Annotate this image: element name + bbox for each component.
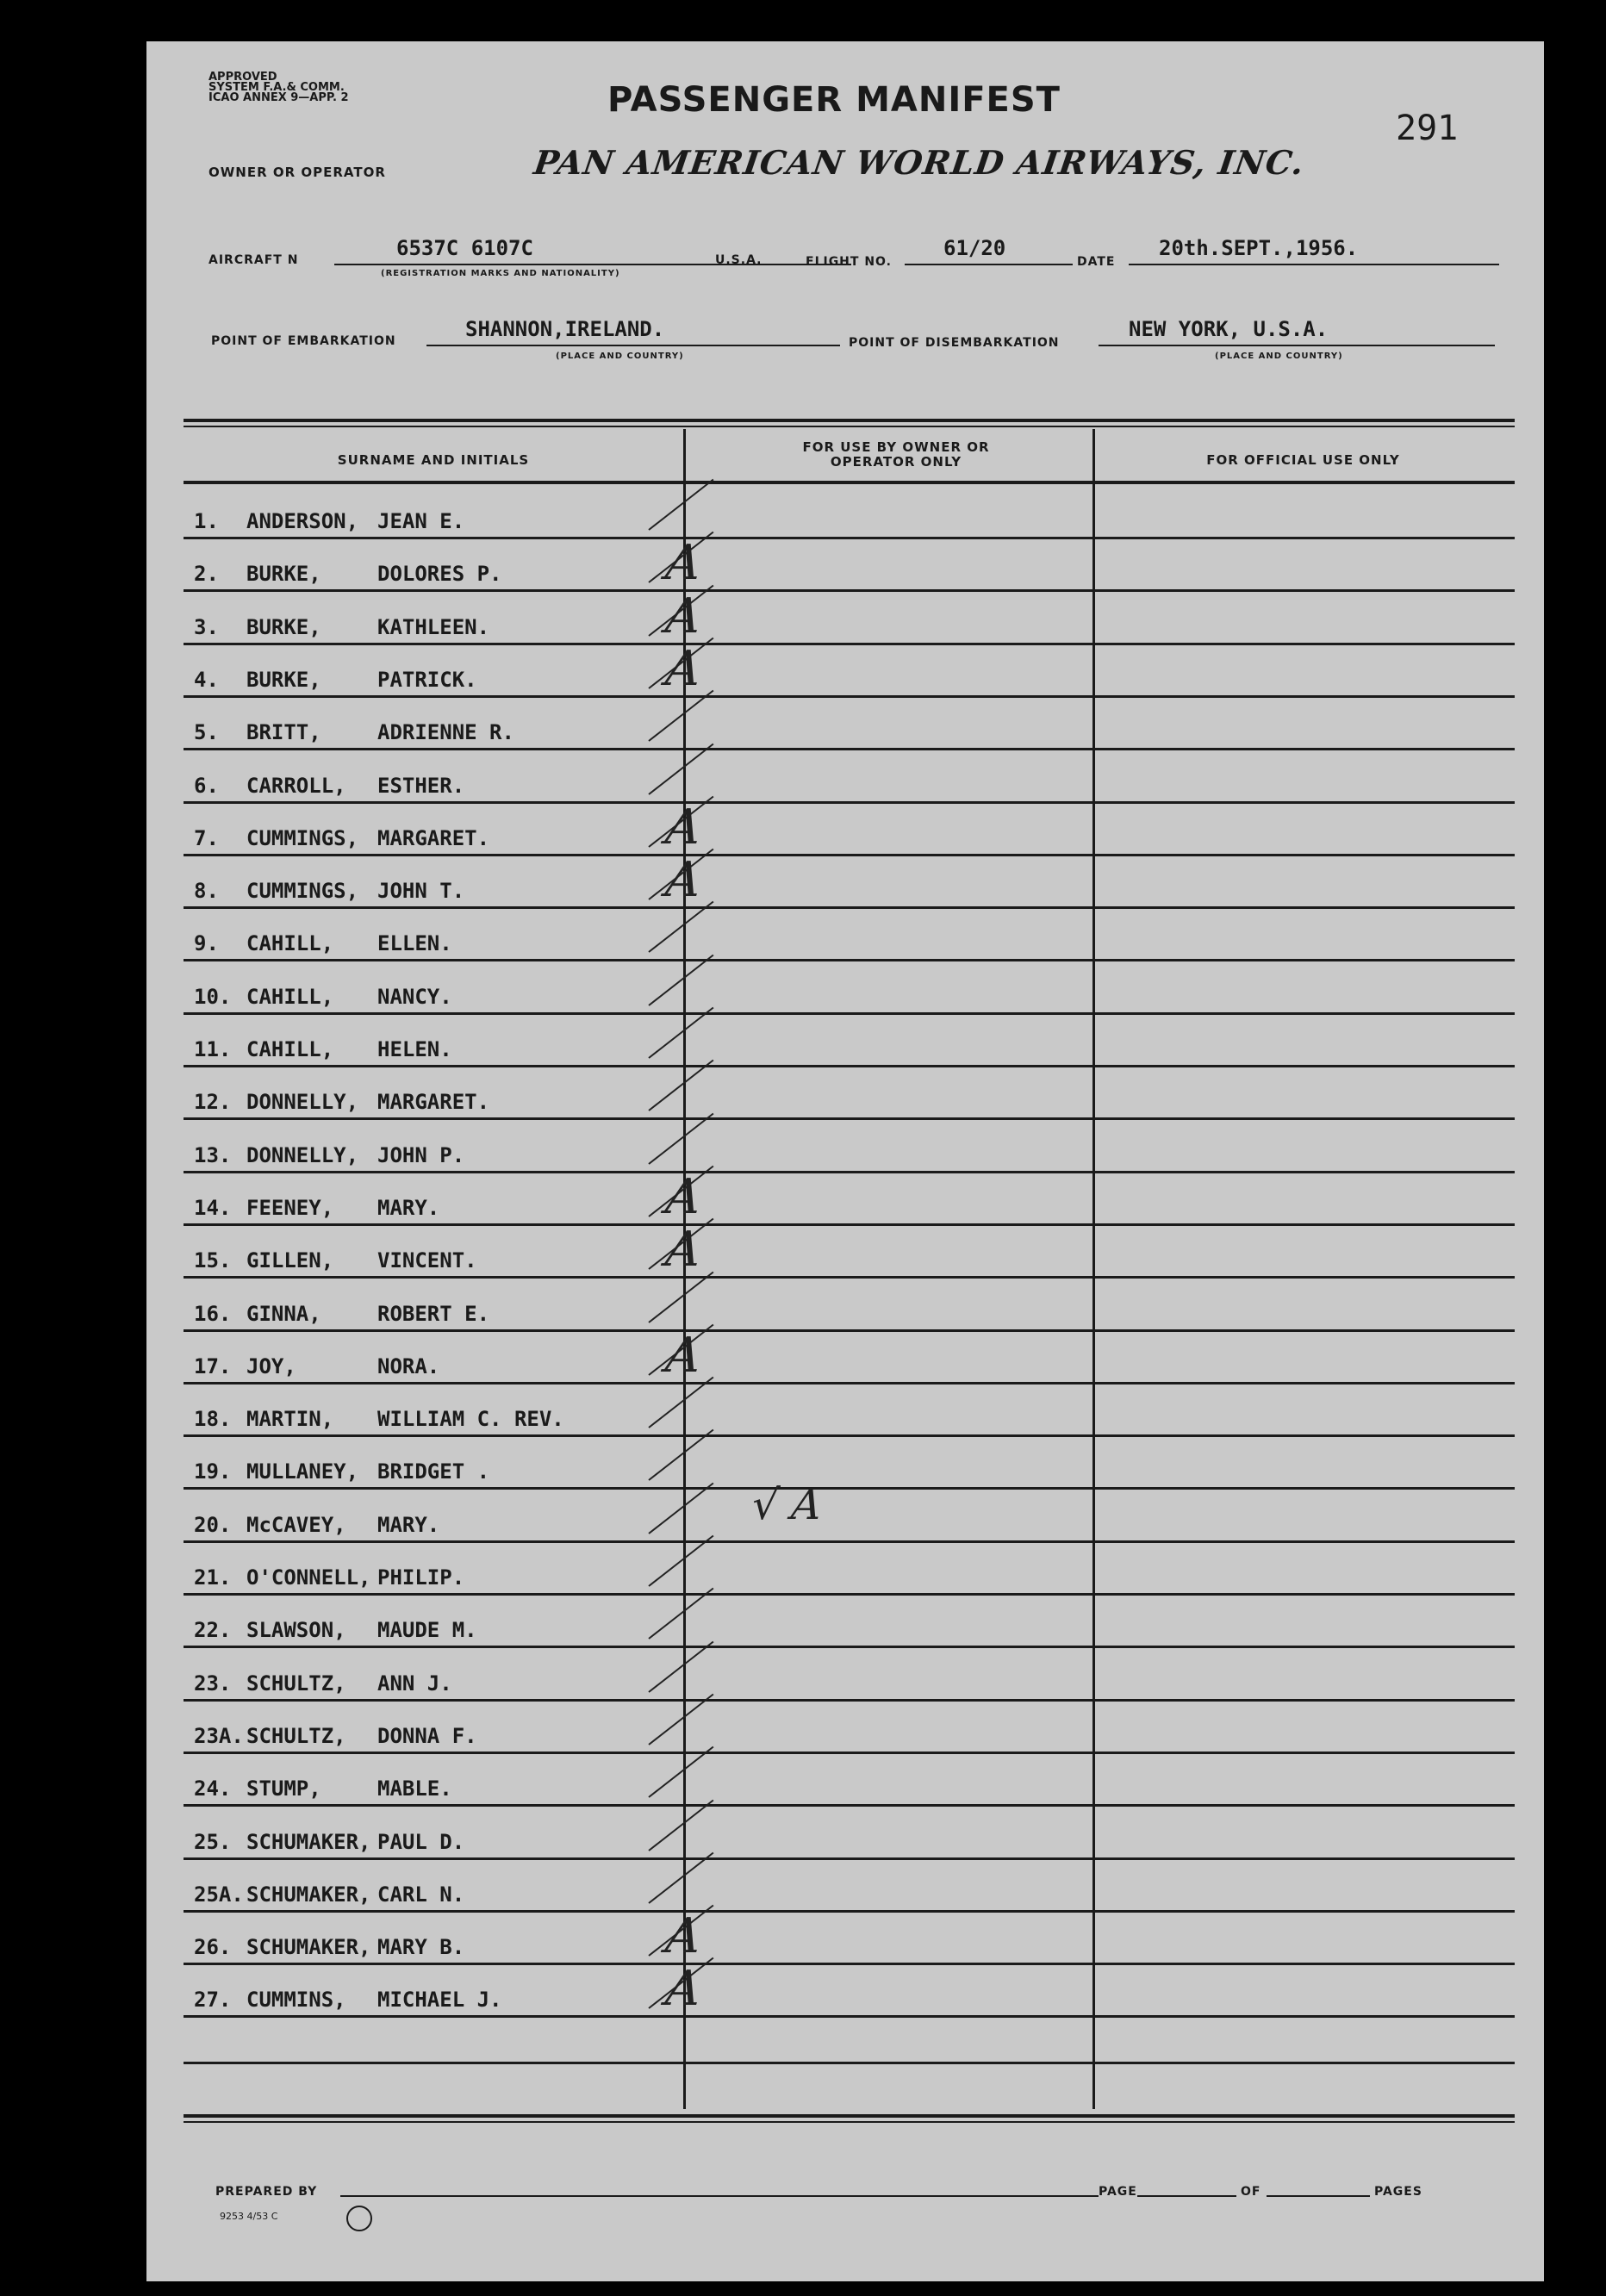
embarkation-underline [426,345,840,346]
passenger-number: 6. [194,773,219,798]
passenger-number: 23. [194,1671,232,1696]
country-label: U.S.A. [715,253,763,267]
passenger-given-name: CARL N. [377,1882,465,1907]
passenger-row [184,1593,1515,1648]
passenger-number: 14. [194,1195,232,1220]
passenger-number: 23A. [194,1723,244,1748]
passenger-surname: BURKE, [246,562,321,587]
passenger-given-name: MABLE. [377,1776,452,1801]
registration-note: (REGISTRATION MARKS AND NATIONALITY) [381,269,620,278]
passenger-surname: SCHUMAKER, [246,1829,371,1854]
aircraft-value: 6537C 6107C [396,236,533,260]
check-tick-mark [648,1482,713,1534]
check-tick-mark [648,1588,713,1640]
disembarkation-value: NEW YORK, U.S.A. [1129,317,1329,341]
passenger-surname: JOY, [246,1353,296,1378]
passenger-given-name: MARGARET. [377,1090,490,1115]
approval-line: APPROVED [209,71,277,84]
passenger-number: 8. [194,879,219,904]
check-tick-mark [648,1112,713,1164]
passenger-surname: CAHILL, [246,1037,334,1061]
passenger-surname: SCHUMAKER, [246,1882,371,1907]
embarkation-value: SHANNON,IRELAND. [465,317,665,341]
passenger-number: 2. [194,562,219,587]
passenger-row [184,1646,1515,1702]
passenger-surname: SCHULTZ, [246,1723,346,1748]
approval-note [209,72,398,103]
date-value: 20th.SEPT.,1956. [1159,236,1359,260]
passenger-given-name: DOLORES P. [377,562,502,587]
passenger-surname: CARROLL, [246,773,346,798]
passenger-row [184,537,1515,592]
passenger-given-name: JEAN E. [377,509,465,533]
check-tick-mark [648,1694,713,1745]
passenger-surname: DONNELLY, [246,1142,359,1167]
passenger-given-name: KATHLEEN. [377,614,490,639]
passenger-number: 25A. [194,1882,244,1907]
table-bottom-rule [184,2114,1515,2118]
check-tick-mark [648,1852,713,1904]
passenger-surname: CUMMINGS, [246,879,359,904]
passenger-surname: FEENEY, [246,1195,334,1220]
passenger-number: 18. [194,1407,232,1432]
passenger-number: 1. [194,509,219,533]
passenger-number: 16. [194,1301,232,1326]
passenger-number: 4. [194,667,219,692]
passenger-number: 21. [194,1565,232,1590]
passenger-given-name: MARY. [377,1512,440,1537]
passenger-row [184,1480,1515,1543]
of-underline [1267,2195,1370,2197]
embarkation-label: POINT OF EMBARKATION [211,334,396,348]
passenger-surname: McCAVEY, [246,1512,346,1537]
passenger-given-name: MARY. [377,1195,440,1220]
passenger-number: 11. [194,1037,232,1061]
passenger-row [184,1752,1515,1807]
handwritten-mark: A [663,1908,704,1965]
passenger-row [184,1699,1515,1754]
passenger-surname: STUMP, [246,1776,321,1801]
passenger-given-name: PATRICK. [377,667,477,692]
check-tick-mark [648,901,713,953]
owner-label: OWNER OR OPERATOR [209,165,386,180]
passenger-number: 19. [194,1459,232,1484]
check-tick-mark [648,1746,713,1798]
passenger-surname: MARTIN, [246,1407,334,1432]
passenger-surname: ANDERSON, [246,509,359,533]
approval-line: SYSTEM F.A.& COMM. [209,81,345,94]
passenger-row [184,854,1515,909]
passenger-surname: CAHILL, [246,931,334,956]
passenger-row [184,695,1515,750]
owner-check-mark: √ A [750,1480,825,1529]
date-label: DATE [1077,255,1116,269]
passenger-row [184,1277,1515,1332]
handwritten-mark: A [663,1222,704,1279]
passenger-given-name: MARGARET. [377,825,490,850]
handwritten-mark: A [663,1327,704,1384]
passenger-row [184,801,1515,856]
check-tick-mark [648,1535,713,1587]
passenger-number: 22. [194,1618,232,1643]
passenger-row [184,1223,1515,1279]
passenger-number: 3. [194,614,219,639]
column-header-surname: SURNAME AND INITIALS [337,452,530,468]
passenger-given-name: WILLIAM C. REV. [377,1407,564,1432]
flight-underline [905,264,1073,265]
check-tick-mark [648,954,713,1005]
check-tick-mark [648,1429,713,1481]
check-tick-mark [648,1271,713,1322]
passenger-row [184,1963,1515,2018]
date-underline [1129,264,1499,265]
prepared-by-underline [340,2195,1099,2197]
handwritten-mark: A [663,1961,704,2018]
flight-label: FLIGHT NO. [806,255,892,269]
passenger-number: 10. [194,984,232,1009]
passenger-number: 5. [194,720,219,745]
handwritten-mark: A [663,799,704,856]
form-code: 9253 4/53 C [220,2211,278,2222]
table-bottom-rule-inner [184,2121,1515,2123]
passenger-number: 15. [194,1248,232,1273]
check-tick-mark [648,690,713,742]
column-header-official-use: FOR OFFICIAL USE ONLY [1206,452,1400,468]
of-label: OF [1241,2185,1261,2199]
passenger-given-name: JOHN T. [377,879,465,904]
passenger-row [184,1857,1515,1913]
passenger-surname: DONNELLY, [246,1090,359,1115]
passenger-row [184,1382,1515,1437]
passenger-given-name: DONNA F. [377,1723,477,1748]
passenger-number: 20. [194,1512,232,1537]
passenger-surname: BURKE, [246,667,321,692]
passenger-row [184,1434,1515,1490]
check-tick-mark [648,743,713,794]
disembarkation-note: (PLACE AND COUNTRY) [1215,352,1343,361]
passenger-surname: MULLANEY, [246,1459,359,1484]
flight-value: 61/20 [943,236,1006,260]
prepared-by-label: PREPARED BY [215,2185,318,2199]
passenger-given-name: MARY B. [377,1935,465,1960]
passenger-surname: SLAWSON, [246,1618,346,1643]
handwritten-mark: A [663,852,704,909]
check-tick-mark [648,1377,713,1428]
passenger-given-name: ANN J. [377,1671,452,1696]
passenger-row [184,640,1515,698]
passenger-row [184,1805,1515,1860]
passenger-given-name: PAUL D. [377,1829,465,1854]
passenger-number: 17. [194,1353,232,1378]
passenger-given-name: PHILIP. [377,1565,465,1590]
handwritten-mark: A [663,1168,704,1225]
page-label: PAGE [1099,2185,1137,2199]
passenger-surname: O'CONNELL, [246,1565,371,1590]
passenger-number: 13. [194,1142,232,1167]
passenger-row [184,1012,1515,1067]
passenger-given-name: ELLEN. [377,931,452,956]
disembarkation-underline [1099,345,1495,346]
check-tick-mark [648,1060,713,1111]
check-tick-mark [648,1007,713,1059]
passenger-given-name: MICHAEL J. [377,1988,502,2013]
passenger-number: 24. [194,1776,232,1801]
page-underline [1137,2195,1236,2197]
passenger-row [184,1065,1515,1120]
passenger-row [184,1329,1515,1384]
approval-line: ICAO ANNEX 9—APP. 2 [209,91,349,104]
passenger-row [184,1118,1515,1173]
aircraft-underline [334,264,851,265]
passenger-number: 26. [194,1935,232,1960]
operator-name: PAN AMERICAN WORLD AIRWAYS, INC. [531,143,1308,182]
passenger-row [184,484,1515,539]
passenger-number: 9. [194,931,219,956]
passenger-row [184,960,1515,1015]
passenger-given-name: NORA. [377,1353,440,1378]
disembarkation-label: POINT OF DISEMBARKATION [849,336,1060,350]
passenger-number: 25. [194,1829,232,1854]
passenger-surname: CUMMINS, [246,1988,346,2013]
passenger-row [184,749,1515,804]
blank-row-rule [184,2062,1515,2064]
page-title: PASSENGER MANIFEST [607,80,1061,120]
passenger-surname: CAHILL, [246,984,334,1009]
aircraft-label: AIRCRAFT N [209,253,299,267]
check-tick-mark [648,1799,713,1851]
passenger-surname: CUMMINGS, [246,825,359,850]
passenger-row [184,590,1515,645]
passenger-given-name: NANCY. [377,984,452,1009]
passenger-surname: SCHULTZ, [246,1671,346,1696]
handwritten-mark: A [663,535,704,592]
pages-label: PAGES [1374,2185,1422,2199]
page-number: 291 [1396,109,1459,148]
passenger-given-name: ESTHER. [377,773,465,798]
passenger-row [184,1168,1515,1226]
passenger-row [184,1910,1515,1965]
passenger-given-name: ADRIENNE R. [377,720,514,745]
check-tick-mark [648,479,713,531]
handwritten-mark: A [663,640,704,697]
passenger-number: 27. [194,1988,232,2013]
passenger-surname: GINNA, [246,1301,321,1326]
union-bug-icon [346,2206,372,2231]
embarkation-note: (PLACE AND COUNTRY) [556,352,684,361]
column-header-owner-use: FOR USE BY OWNER OR OPERATOR ONLY [802,439,990,470]
passenger-number: 7. [194,825,219,850]
passenger-row [184,1540,1515,1596]
table-top-rule [184,419,1515,422]
passenger-surname: BRITT, [246,720,321,745]
passenger-given-name: MAUDE M. [377,1618,477,1643]
manifest-sheet [146,41,1544,2281]
passenger-number: 12. [194,1090,232,1115]
passenger-row [184,906,1515,961]
passenger-surname: SCHUMAKER, [246,1935,371,1960]
passenger-given-name: VINCENT. [377,1248,477,1273]
passenger-given-name: ROBERT E. [377,1301,490,1326]
table-top-rule-inner [184,426,1515,427]
passenger-surname: BURKE, [246,614,321,639]
check-tick-mark [648,1640,713,1692]
passenger-given-name: JOHN P. [377,1142,465,1167]
passenger-given-name: BRIDGET . [377,1459,490,1484]
passenger-surname: GILLEN, [246,1248,334,1273]
passenger-given-name: HELEN. [377,1037,452,1061]
handwritten-mark: A [663,588,704,644]
